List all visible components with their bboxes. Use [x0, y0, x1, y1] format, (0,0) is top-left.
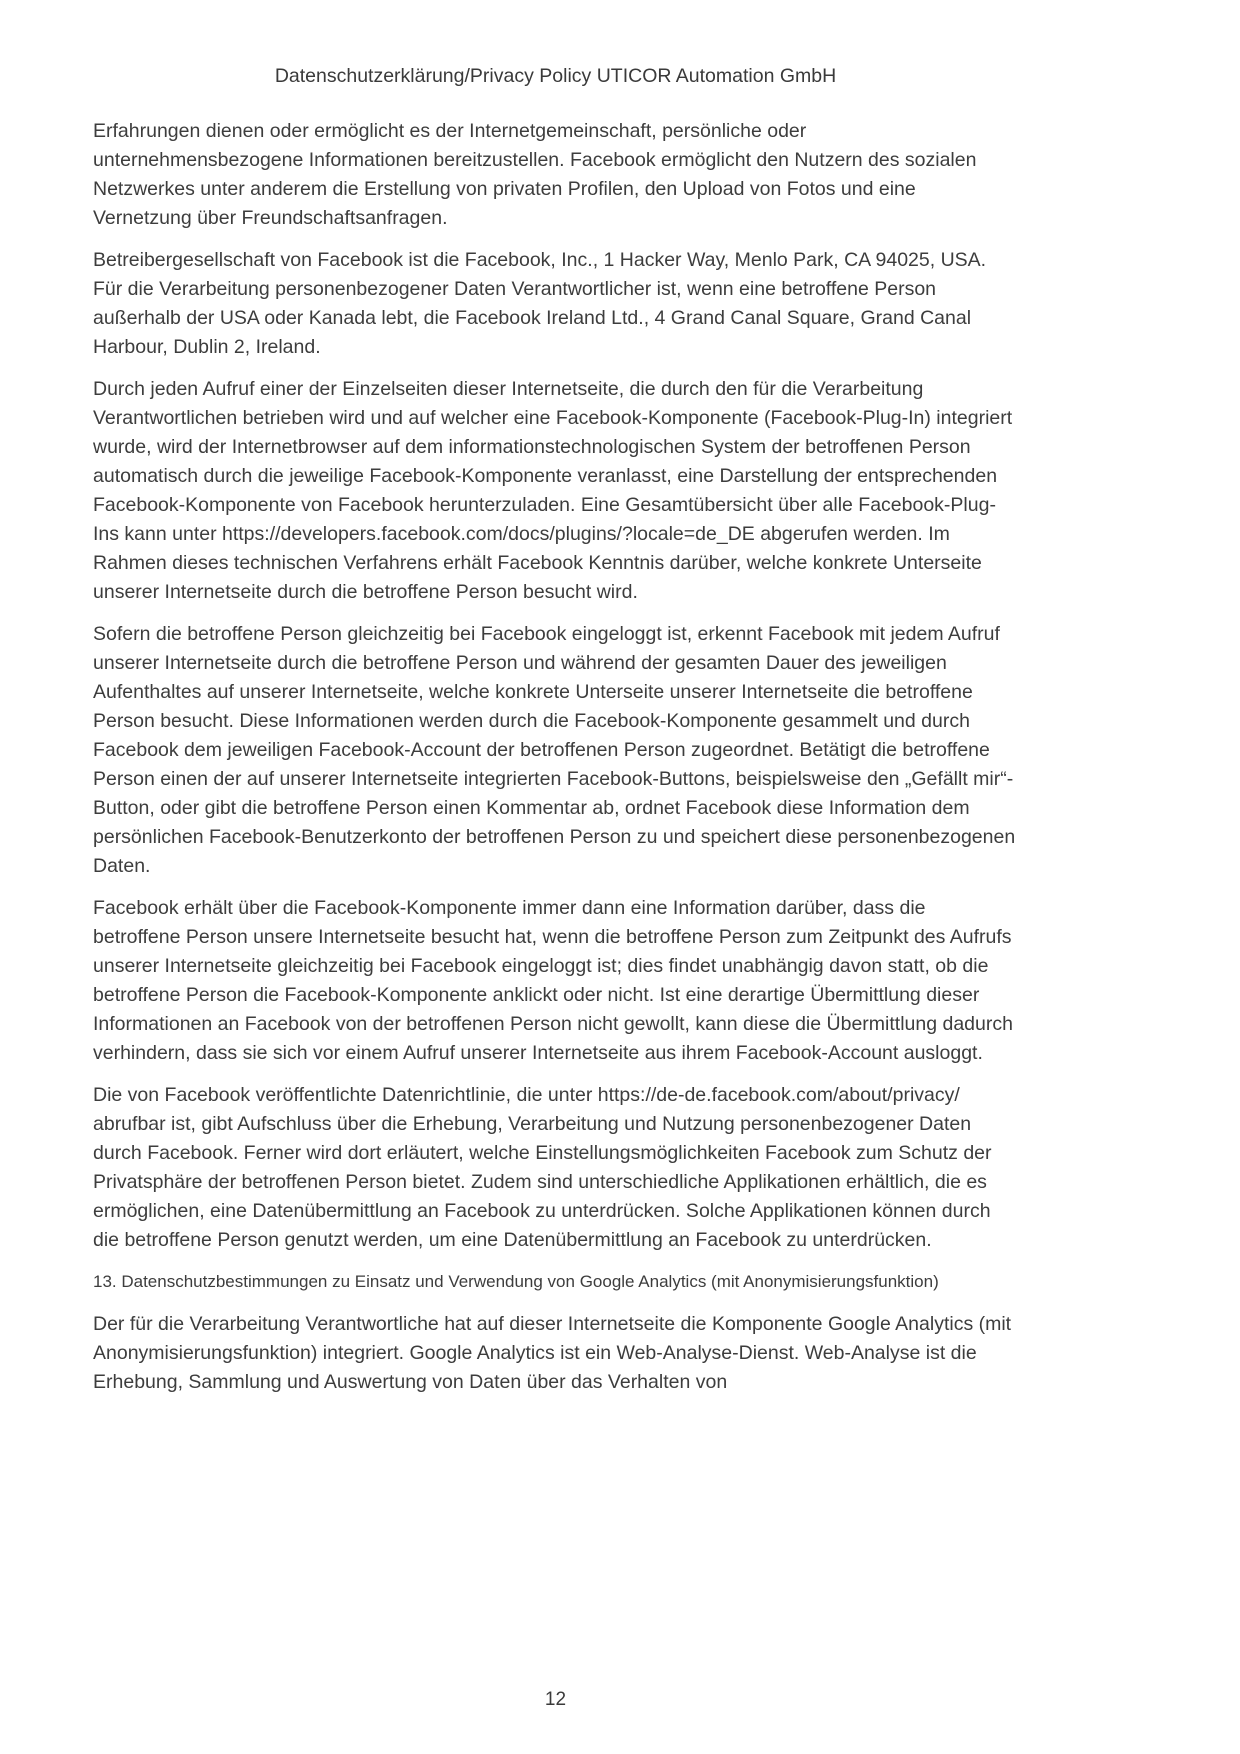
paragraph-facebook-policy: Die von Facebook veröffentlichte Datenrichtlinie, die unter https://de-de.facebook.com/about/privacy/ abrufbar ist, gibt Aufschluss über die Erhebung, Verarbeitung und Nutzung personenbezogener Daten durch Facebook. Ferner wird dort erläutert, welche Einstellungsmöglichkeiten Facebook zum Schutz der Privatsphäre der betroffenen Person bietet. Zudem sind unterschiedliche Applikationen erhältlich, die es ermöglichen, eine Datenübermittlung an Facebook zu unterdrücken. Solche Applikationen können durch die betroffene Person genutzt werden, um eine Datenübermittlung an Facebook zu unterdrücken.	[93, 1084, 992, 1251]
paragraph-facebook-plugin: Durch jeden Aufruf einer der Einzelseiten dieser Internetseite, die durch den für die Verarbeitung Verantwortlichen betrieben wird und auf welcher eine Facebook-Komponente (Facebook-Plug-In) integriert wurde, wird der Internetbrowser auf dem informationstechnologischen System der betroffenen Person automatisch durch die jeweilige Facebook-Komponente veranlasst, eine Darstellung der entsprechenden Facebook-Komponente von Facebook herunterzuladen. Eine Gesamtübersicht über alle Facebook-Plug-Ins kann unter https://developers.facebook.com/docs/plugins/?locale=de_DE abgerufen werden. Im Rahmen dieses technischen Verfahrens erhält Facebook Kenntnis darüber, welche konkrete Unterseite unserer Internetseite durch die betroffene Person besucht wird.	[93, 378, 1013, 603]
paragraph-facebook-operator: Betreibergesellschaft von Facebook ist die Facebook, Inc., 1 Hacker Way, Menlo Park, CA 94025, USA. Für die Verarbeitung personenbezogener Daten Verantwortlicher ist, wenn eine betroffene Person außerhalb der USA oder Kanada lebt, die Facebook Ireland Ltd., 4 Grand Canal Square, Grand Canal Harbour, Dublin 2, Ireland.	[93, 249, 987, 358]
paragraph-facebook-intro: Erfahrungen dienen oder ermöglicht es der Internetgemeinschaft, persönliche oder unternehmensbezogene Informationen bereitzustellen. Facebook ermöglicht den Nutzern des sozialen Netzwerkes unter anderem die Erstellung von privaten Profilen, den Upload von Fotos und eine Vernetzung über Freundschaftsanfragen.	[93, 120, 977, 229]
paragraph-facebook-transmission: Facebook erhält über die Facebook-Komponente immer dann eine Information darüber, dass die betroffene Person unsere Internetseite besucht hat, wenn die betroffene Person zum Zeitpunkt des Aufrufs unserer Internetseite gleichzeitig bei Facebook eingeloggt ist; dies findet unabhängig davon statt, ob die betroffene Person die Facebook-Komponente anklickt oder nicht. Ist eine derartige Übermittlung dieser Informationen an Facebook von der betroffenen Person nicht gewollt, kann diese die Übermittlung dadurch verhindern, dass sie sich vor einem Aufruf unserer Internetseite aus ihrem Facebook-Account ausloggt.	[93, 897, 1013, 1064]
document-body	[93, 117, 1018, 1667]
page-number: 12	[544, 1689, 567, 1710]
section-heading-google-analytics: 13. Datenschutzbestimmungen zu Einsatz und Verwendung von Google Analytics (mit Anonymisierungsfunktion)	[93, 1272, 939, 1291]
document-title: Datenschutzerklärung/Privacy Policy UTICOR Automation GmbH	[274, 65, 837, 87]
paragraph-facebook-loggedin: Sofern die betroffene Person gleichzeitig bei Facebook eingeloggt ist, erkennt Facebook mit jedem Aufruf unserer Internetseite durch die betroffene Person und während der gesamten Dauer des jeweiligen Aufenthaltes auf unserer Internetseite, welche konkrete Unterseite unserer Internetseite die betroffene Person besucht. Diese Informationen werden durch die Facebook-Komponente gesammelt und durch Facebook dem jeweiligen Facebook-Account der betroffenen Person zugeordnet. Betätigt die betroffene Person einen der auf unserer Internetseite integrierten Facebook-Buttons, beispielsweise den „Gefällt mir“-Button, oder gibt die betroffene Person einen Kommentar ab, ordnet Facebook diese Information dem persönlichen Facebook-Benutzerkonto der betroffenen Person zu und speichert diese personenbezogenen Daten.	[93, 623, 1016, 877]
paragraph-google-analytics: Der für die Verarbeitung Verantwortliche hat auf dieser Internetseite die Komponente Google Analytics (mit Anonymisierungsfunktion) integriert. Google Analytics ist ein Web-Analyse-Dienst. Web-Analyse ist die Erhebung, Sammlung und Auswertung von Daten über das Verhalten von	[93, 1313, 1012, 1393]
